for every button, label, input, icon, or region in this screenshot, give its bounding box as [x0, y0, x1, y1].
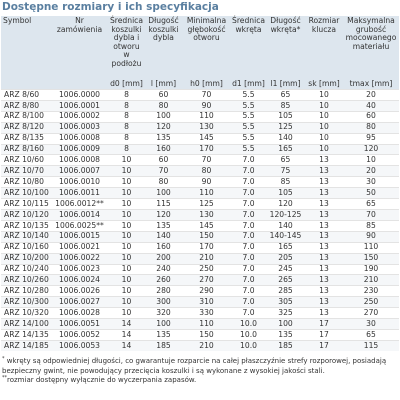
cell-d0: 10 — [108, 286, 145, 297]
page-title: Dostępne rozmiary i ich specyfikacja — [2, 1, 219, 13]
cell-order-number: 1006.0023 — [51, 264, 108, 275]
cell-l: 320 — [145, 308, 182, 319]
table-row — [1, 144, 399, 155]
cell-sk: 13 — [305, 242, 343, 253]
cell-symbol: ARZ 10/300 — [1, 297, 51, 308]
cell-tmax: 65 — [343, 199, 399, 210]
cell-sk: 10 — [305, 90, 343, 101]
cell-order-number: 1006.0026 — [51, 286, 108, 297]
cell-order-number: 1006.0011 — [51, 188, 108, 199]
cell-d0: 10 — [108, 264, 145, 275]
col-header-min-hole-depth: Minimalna głębokość otworu — [182, 16, 231, 80]
unit-d0: d0 [mm] — [108, 80, 145, 90]
cell-tmax: 110 — [343, 242, 399, 253]
cell-sk: 17 — [305, 329, 343, 340]
cell-d1: 5.5 — [231, 111, 266, 122]
cell-l: 300 — [145, 297, 182, 308]
cell-d1: 5.5 — [231, 100, 266, 111]
cell-d1: 5.5 — [231, 133, 266, 144]
cell-symbol: ARZ 8/135 — [1, 133, 51, 144]
cell-sk: 13 — [305, 297, 343, 308]
cell-order-number: 1006.0002 — [51, 111, 108, 122]
table-row — [1, 199, 399, 210]
cell-order-number: 1006.0009 — [51, 144, 108, 155]
unit-tmax: tmax [mm] — [343, 80, 399, 90]
cell-l: 120 — [145, 122, 182, 133]
cell-symbol: ARZ 10/280 — [1, 286, 51, 297]
cell-d1: 5.5 — [231, 90, 266, 101]
cell-d0: 14 — [108, 340, 145, 350]
cell-d1: 7.0 — [231, 166, 266, 177]
footnote-2-mark: ** — [2, 375, 7, 381]
cell-symbol: ARZ 10/115 — [1, 199, 51, 210]
cell-tmax: 30 — [343, 177, 399, 188]
cell-tmax: 230 — [343, 286, 399, 297]
table-units-row — [1, 80, 399, 90]
cell-d0: 10 — [108, 188, 145, 199]
cell-sk: 10 — [305, 133, 343, 144]
cell-h0: 90 — [182, 177, 231, 188]
cell-sk: 13 — [305, 166, 343, 177]
cell-tmax: 270 — [343, 308, 399, 319]
cell-h0: 70 — [182, 155, 231, 166]
cell-l: 80 — [145, 100, 182, 111]
col-header-max-thickness: Maksymalna grubość mocowanego materiału — [343, 16, 399, 80]
cell-l1: 140 — [266, 220, 305, 231]
cell-tmax: 250 — [343, 297, 399, 308]
cell-l: 80 — [145, 177, 182, 188]
table-row — [1, 297, 399, 308]
cell-h0: 145 — [182, 133, 231, 144]
cell-h0: 210 — [182, 340, 231, 350]
cell-h0: 90 — [182, 100, 231, 111]
cell-tmax: 115 — [343, 340, 399, 350]
cell-tmax: 20 — [343, 90, 399, 101]
cell-d0: 10 — [108, 199, 145, 210]
cell-h0: 290 — [182, 286, 231, 297]
cell-order-number: 1006.0053 — [51, 340, 108, 350]
cell-d0: 8 — [108, 133, 145, 144]
cell-l1: 165 — [266, 242, 305, 253]
cell-d1: 10.0 — [231, 329, 266, 340]
cell-l: 120 — [145, 209, 182, 220]
cell-order-number: 1006.0024 — [51, 275, 108, 286]
cell-d1: 7.0 — [231, 264, 266, 275]
cell-l1: 245 — [266, 264, 305, 275]
cell-symbol: ARZ 10/240 — [1, 264, 51, 275]
cell-symbol: ARZ 10/60 — [1, 155, 51, 166]
cell-l1: 120 — [266, 199, 305, 210]
cell-d1: 5.5 — [231, 122, 266, 133]
col-header-sleeve-diameter: Średnica koszulki dybla i otworu w podłożu — [108, 16, 145, 80]
cell-d0: 10 — [108, 308, 145, 319]
footnote-1 — [2, 357, 398, 376]
cell-order-number: 1006.0052 — [51, 329, 108, 340]
cell-l: 140 — [145, 231, 182, 242]
cell-d0: 8 — [108, 90, 145, 101]
cell-d1: 7.0 — [231, 253, 266, 264]
cell-l: 115 — [145, 199, 182, 210]
cell-h0: 250 — [182, 264, 231, 275]
cell-order-number: 1006.0027 — [51, 297, 108, 308]
cell-order-number: 1006.0003 — [51, 122, 108, 133]
col-header-screw-length: Długość wkręta* — [266, 16, 305, 80]
cell-l: 100 — [145, 188, 182, 199]
cell-l: 160 — [145, 144, 182, 155]
footnote-1-mark: * — [2, 356, 5, 362]
cell-tmax: 85 — [343, 220, 399, 231]
table-row — [1, 90, 399, 101]
cell-symbol: ARZ 10/70 — [1, 166, 51, 177]
cell-h0: 170 — [182, 242, 231, 253]
cell-d0: 8 — [108, 122, 145, 133]
cell-sk: 10 — [305, 144, 343, 155]
cell-l: 160 — [145, 242, 182, 253]
cell-symbol: ARZ 8/80 — [1, 100, 51, 111]
cell-tmax: 90 — [343, 231, 399, 242]
cell-sk: 13 — [305, 308, 343, 319]
cell-d1: 7.0 — [231, 177, 266, 188]
cell-order-number: 1006.0022 — [51, 253, 108, 264]
cell-d0: 10 — [108, 155, 145, 166]
cell-sk: 13 — [305, 231, 343, 242]
unit-d1: d1 [mm] — [232, 79, 265, 89]
cell-l1: 105 — [266, 188, 305, 199]
table-row — [1, 166, 399, 177]
cell-h0: 130 — [182, 209, 231, 220]
cell-sk: 13 — [305, 209, 343, 220]
cell-symbol: ARZ 10/80 — [1, 177, 51, 188]
cell-sk: 10 — [305, 100, 343, 111]
cell-l1: 325 — [266, 308, 305, 319]
cell-order-number: 1006.0028 — [51, 308, 108, 319]
cell-order-number: 1006.0021 — [51, 242, 108, 253]
table-row — [1, 209, 399, 220]
cell-tmax: 190 — [343, 264, 399, 275]
cell-h0: 210 — [182, 253, 231, 264]
unit-sk: sk [mm] — [305, 80, 343, 90]
cell-h0: 80 — [182, 166, 231, 177]
cell-l1: 135 — [266, 329, 305, 340]
cell-d1: 7.0 — [231, 286, 266, 297]
cell-d1: 10.0 — [231, 319, 266, 330]
cell-d1: 7.0 — [231, 209, 266, 220]
cell-sk: 17 — [305, 319, 343, 330]
cell-tmax: 60 — [343, 111, 399, 122]
cell-tmax: 95 — [343, 133, 399, 144]
table-row — [1, 264, 399, 275]
cell-d0: 10 — [108, 209, 145, 220]
cell-l: 70 — [145, 166, 182, 177]
table-row — [1, 329, 399, 340]
cell-l: 240 — [145, 264, 182, 275]
unit-symbol — [1, 80, 51, 90]
cell-sk: 10 — [305, 122, 343, 133]
cell-sk: 13 — [305, 275, 343, 286]
cell-symbol: ARZ 8/160 — [1, 144, 51, 155]
cell-tmax: 210 — [343, 275, 399, 286]
cell-order-number: 1006.0008 — [51, 133, 108, 144]
cell-order-number: 1006.0051 — [51, 319, 108, 330]
cell-d0: 10 — [108, 220, 145, 231]
cell-d0: 10 — [108, 297, 145, 308]
cell-symbol: ARZ 10/160 — [1, 242, 51, 253]
cell-order-number: 1006.0001 — [51, 100, 108, 111]
cell-d1: 7.0 — [231, 188, 266, 199]
cell-l1: 65 — [266, 155, 305, 166]
cell-l1: 120-125 — [266, 209, 305, 220]
cell-l1: 105 — [266, 111, 305, 122]
table-row — [1, 155, 399, 166]
cell-d1: 7.0 — [231, 242, 266, 253]
table-row — [1, 286, 399, 297]
cell-h0: 125 — [182, 199, 231, 210]
cell-l: 185 — [145, 340, 182, 350]
cell-d0: 10 — [108, 177, 145, 188]
cell-symbol: ARZ 10/320 — [1, 308, 51, 319]
cell-tmax: 120 — [343, 144, 399, 155]
table-row — [1, 319, 399, 330]
cell-symbol: ARZ 10/140 — [1, 231, 51, 242]
cell-symbol: ARZ 10/100 — [1, 188, 51, 199]
cell-symbol: ARZ 8/120 — [1, 122, 51, 133]
cell-l: 260 — [145, 275, 182, 286]
cell-d0: 10 — [108, 242, 145, 253]
cell-tmax: 30 — [343, 319, 399, 330]
table-row — [1, 111, 399, 122]
cell-sk: 17 — [305, 340, 343, 350]
table-body — [1, 90, 399, 351]
table-row — [1, 220, 399, 231]
cell-d1: 5.5 — [231, 144, 266, 155]
cell-order-number: 1006.0008 — [51, 155, 108, 166]
cell-l1: 85 — [266, 100, 305, 111]
cell-h0: 150 — [182, 329, 231, 340]
footnote-2-text: rozmiar dostępny wyłącznie do wyczerpania zapasów. — [7, 376, 197, 384]
footnote-1-text: wkręty są odpowiedniej długości, co gwarantuje rozparcie na całej płaszczyźnie strefy rozporowej, posiadają bezpieczny gwint, nie powodujący przecięcia koszulki i są wykonane z wysokiej jakości stali. — [2, 357, 387, 375]
cell-sk: 13 — [305, 220, 343, 231]
cell-l1: 140 — [266, 133, 305, 144]
cell-l1: 85 — [266, 177, 305, 188]
cell-h0: 70 — [182, 90, 231, 101]
cell-tmax: 150 — [343, 253, 399, 264]
cell-d1: 7.0 — [231, 155, 266, 166]
cell-symbol: ARZ 10/135 — [1, 220, 51, 231]
cell-d0: 10 — [108, 231, 145, 242]
cell-order-number: 1006.0025** — [51, 220, 108, 231]
cell-sk: 13 — [305, 286, 343, 297]
cell-symbol: ARZ 10/260 — [1, 275, 51, 286]
cell-l1: 185 — [266, 340, 305, 350]
unit-l: l [mm] — [145, 80, 182, 90]
cell-l1: 165 — [266, 144, 305, 155]
cell-l1: 65 — [266, 90, 305, 101]
cell-order-number: 1006.0015 — [51, 231, 108, 242]
cell-h0: 130 — [182, 122, 231, 133]
cell-order-number: 1006.0007 — [51, 166, 108, 177]
table-header-row — [1, 16, 399, 80]
table-row — [1, 133, 399, 144]
col-header-symbol: Symbol — [1, 16, 51, 80]
cell-l1: 75 — [266, 166, 305, 177]
cell-d1: 7.0 — [231, 297, 266, 308]
cell-symbol: ARZ 10/200 — [1, 253, 51, 264]
cell-h0: 170 — [182, 144, 231, 155]
cell-sk: 13 — [305, 177, 343, 188]
cell-l1: 140-145 — [266, 231, 305, 242]
cell-h0: 270 — [182, 275, 231, 286]
cell-d0: 14 — [108, 329, 145, 340]
cell-tmax: 80 — [343, 122, 399, 133]
table-row — [1, 242, 399, 253]
col-header-screw-diameter: Średnica wkręta — [231, 16, 266, 80]
table-row — [1, 100, 399, 111]
unit-l1: l1 [mm] — [266, 80, 305, 90]
table-row — [1, 340, 399, 350]
col-header-sleeve-length: Długość koszulki dybla — [145, 16, 182, 80]
cell-l1: 205 — [266, 253, 305, 264]
cell-d1: 7.0 — [231, 308, 266, 319]
cell-sk: 10 — [305, 111, 343, 122]
cell-symbol: ARZ 14/135 — [1, 329, 51, 340]
cell-sk: 13 — [305, 155, 343, 166]
cell-h0: 110 — [182, 111, 231, 122]
table-row — [1, 253, 399, 264]
table-row — [1, 275, 399, 286]
cell-order-number: 1006.0010 — [51, 177, 108, 188]
cell-l1: 125 — [266, 122, 305, 133]
footnote-2 — [2, 376, 398, 386]
cell-d1: 10.0 — [231, 340, 266, 350]
cell-tmax: 20 — [343, 166, 399, 177]
col-header-order-number: Nr zamówienia — [51, 16, 108, 80]
cell-h0: 110 — [182, 319, 231, 330]
cell-l1: 100 — [266, 319, 305, 330]
cell-tmax: 40 — [343, 100, 399, 111]
cell-h0: 310 — [182, 297, 231, 308]
cell-sk: 13 — [305, 188, 343, 199]
cell-l: 280 — [145, 286, 182, 297]
table-row — [1, 122, 399, 133]
cell-sk: 13 — [305, 264, 343, 275]
cell-l: 135 — [145, 133, 182, 144]
cell-d1: 7.0 — [231, 231, 266, 242]
cell-d0: 8 — [108, 144, 145, 155]
cell-sk: 13 — [305, 253, 343, 264]
cell-l: 60 — [145, 155, 182, 166]
table-row — [1, 308, 399, 319]
cell-l: 135 — [145, 329, 182, 340]
table-row — [1, 177, 399, 188]
cell-tmax: 70 — [343, 209, 399, 220]
cell-symbol: ARZ 8/60 — [1, 90, 51, 101]
spec-table — [1, 16, 399, 351]
cell-d1: 7.0 — [231, 199, 266, 210]
cell-order-number: 1006.0000 — [51, 90, 108, 101]
cell-d0: 10 — [108, 166, 145, 177]
cell-tmax: 10 — [343, 155, 399, 166]
unit-h0: h0 [mm] — [182, 80, 231, 90]
unit-order-number — [51, 80, 108, 90]
table-row — [1, 188, 399, 199]
cell-tmax: 50 — [343, 188, 399, 199]
cell-d0: 10 — [108, 275, 145, 286]
cell-d0: 8 — [108, 100, 145, 111]
cell-symbol: ARZ 14/100 — [1, 319, 51, 330]
table-row — [1, 231, 399, 242]
col-header-wrench-size: Rozmiar klucza — [305, 16, 343, 80]
cell-h0: 330 — [182, 308, 231, 319]
cell-tmax: 65 — [343, 329, 399, 340]
cell-l: 100 — [145, 111, 182, 122]
cell-d0: 10 — [108, 253, 145, 264]
cell-l: 100 — [145, 319, 182, 330]
cell-symbol: ARZ 10/120 — [1, 209, 51, 220]
cell-h0: 110 — [182, 188, 231, 199]
cell-h0: 150 — [182, 231, 231, 242]
cell-d1: 7.0 — [231, 220, 266, 231]
cell-h0: 145 — [182, 220, 231, 231]
cell-sk: 13 — [305, 199, 343, 210]
cell-l: 200 — [145, 253, 182, 264]
cell-symbol: ARZ 14/185 — [1, 340, 51, 350]
cell-d0: 8 — [108, 111, 145, 122]
cell-d1: 7.0 — [231, 275, 266, 286]
cell-l: 60 — [145, 90, 182, 101]
footnotes — [2, 357, 398, 386]
cell-order-number: 1006.0014 — [51, 209, 108, 220]
cell-l1: 305 — [266, 297, 305, 308]
cell-l: 135 — [145, 220, 182, 231]
cell-l1: 285 — [266, 286, 305, 297]
cell-order-number: 1006.0012** — [51, 199, 108, 210]
cell-d0: 14 — [108, 319, 145, 330]
cell-symbol: ARZ 8/100 — [1, 111, 51, 122]
cell-l1: 265 — [266, 275, 305, 286]
